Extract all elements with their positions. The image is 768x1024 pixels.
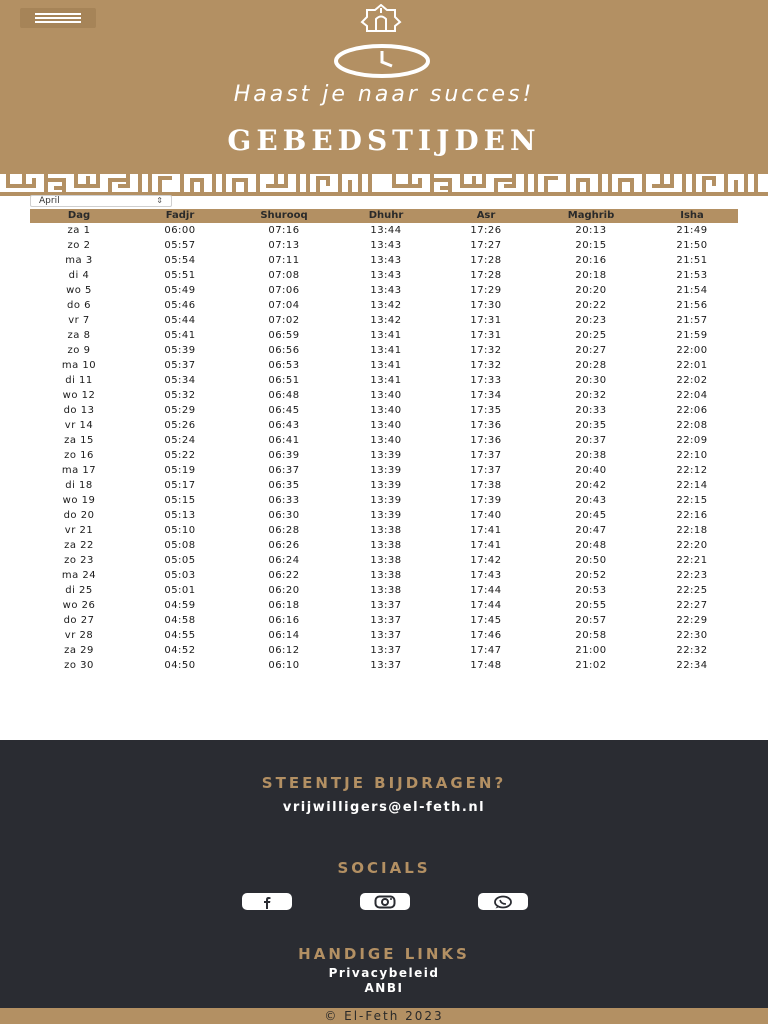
- table-row: [30, 418, 738, 433]
- table-row: [30, 433, 738, 448]
- cell-asr: 17:44: [470, 585, 502, 596]
- cell-shurooq: 06:37: [268, 465, 300, 476]
- cell-day: ma 3: [65, 255, 93, 266]
- cell-day: vr 28: [64, 630, 94, 641]
- cell-fadjr: 05:44: [164, 315, 196, 326]
- cell-dhuhr: 13:38: [370, 540, 402, 551]
- hamburger-menu-button[interactable]: [20, 8, 96, 28]
- cell-fadjr: 05:41: [164, 330, 196, 341]
- cell-maghrib: 20:55: [575, 600, 607, 611]
- cell-shurooq: 06:14: [268, 630, 300, 641]
- instagram-icon[interactable]: [360, 893, 410, 910]
- cell-asr: 17:28: [470, 270, 502, 281]
- cell-maghrib: 20:32: [575, 390, 607, 401]
- cell-maghrib: 20:20: [575, 285, 607, 296]
- month-select[interactable]: [30, 195, 172, 207]
- cell-asr: 17:45: [470, 615, 502, 626]
- cell-day: wo 26: [62, 600, 96, 611]
- cell-shurooq: 06:10: [268, 660, 300, 671]
- cell-maghrib: 20:42: [575, 480, 607, 491]
- cell-dhuhr: 13:38: [370, 525, 402, 536]
- cell-shurooq: 07:08: [268, 270, 300, 281]
- cell-isha: 22:29: [676, 615, 708, 626]
- cell-day: za 15: [64, 435, 94, 446]
- col-header-isha: Isha: [646, 209, 738, 223]
- col-header-asr: Asr: [436, 209, 536, 223]
- table-row: [30, 298, 738, 313]
- facebook-icon-glyph: [260, 895, 274, 909]
- cell-isha: 22:12: [676, 465, 708, 476]
- cell-day: do 20: [63, 510, 95, 521]
- cell-shurooq: 06:39: [268, 450, 300, 461]
- cell-asr: 17:28: [470, 255, 502, 266]
- cell-shurooq: 06:30: [268, 510, 300, 521]
- cell-fadjr: 05:24: [164, 435, 196, 446]
- cell-shurooq: 06:53: [268, 360, 300, 371]
- cell-fadjr: 05:22: [164, 450, 196, 461]
- cell-fadjr: 04:58: [164, 615, 196, 626]
- cell-maghrib: 20:38: [575, 450, 607, 461]
- cell-shurooq: 06:35: [268, 480, 300, 491]
- cell-maghrib: 20:52: [575, 570, 607, 581]
- cell-maghrib: 20:43: [575, 495, 607, 506]
- hamburger-icon-line: [35, 21, 81, 23]
- cell-shurooq: 06:18: [268, 600, 300, 611]
- cell-asr: 17:31: [470, 315, 502, 326]
- month-select-value: April: [39, 196, 60, 206]
- socials-heading: SOCIALS: [337, 859, 431, 877]
- cell-maghrib: 20:13: [575, 225, 607, 236]
- cell-shurooq: 06:33: [268, 495, 300, 506]
- cell-shurooq: 06:43: [268, 420, 300, 431]
- table-row: [30, 628, 738, 643]
- cell-asr: 17:37: [470, 465, 502, 476]
- cell-day: zo 9: [67, 345, 91, 356]
- cell-shurooq: 06:16: [268, 615, 300, 626]
- cell-isha: 22:30: [676, 630, 708, 641]
- cell-day: di 25: [65, 585, 93, 596]
- cell-isha: 22:27: [676, 600, 708, 611]
- table-row: [30, 448, 738, 463]
- cell-shurooq: 06:12: [268, 645, 300, 656]
- cell-day: vr 21: [64, 525, 94, 536]
- footer: [0, 740, 768, 1008]
- cell-isha: 21:49: [676, 225, 708, 236]
- cell-maghrib: 20:35: [575, 420, 607, 431]
- cell-asr: 17:40: [470, 510, 502, 521]
- cell-dhuhr: 13:40: [370, 435, 402, 446]
- cell-dhuhr: 13:43: [370, 240, 402, 251]
- cell-fadjr: 05:54: [164, 255, 196, 266]
- cell-fadjr: 04:55: [164, 630, 196, 641]
- anbi-link[interactable]: ANBI: [364, 981, 404, 995]
- cell-isha: 22:34: [676, 660, 708, 671]
- cell-isha: 22:04: [676, 390, 708, 401]
- table-row: [30, 343, 738, 358]
- cell-isha: 22:21: [676, 555, 708, 566]
- cell-dhuhr: 13:41: [370, 360, 402, 371]
- cell-dhuhr: 13:39: [370, 510, 402, 521]
- table-row: [30, 643, 738, 658]
- cell-maghrib: 20:27: [575, 345, 607, 356]
- cell-asr: 17:46: [470, 630, 502, 641]
- table-row: [30, 388, 738, 403]
- cell-day: zo 23: [64, 555, 94, 566]
- cell-asr: 17:30: [470, 300, 502, 311]
- cell-dhuhr: 13:37: [370, 645, 402, 656]
- useful-links-heading: HANDIGE LINKS: [298, 945, 470, 963]
- cell-day: zo 30: [64, 660, 94, 671]
- cell-shurooq: 06:59: [268, 330, 300, 341]
- cell-fadjr: 05:13: [164, 510, 196, 521]
- kufic-pattern-banner: [0, 170, 768, 196]
- cell-dhuhr: 13:39: [370, 495, 402, 506]
- cell-isha: 21:51: [676, 255, 708, 266]
- cell-dhuhr: 13:39: [370, 480, 402, 491]
- cell-asr: 17:27: [470, 240, 502, 251]
- cell-isha: 22:32: [676, 645, 708, 656]
- cell-shurooq: 06:41: [268, 435, 300, 446]
- cell-shurooq: 06:28: [268, 525, 300, 536]
- cell-day: do 27: [63, 615, 95, 626]
- cell-asr: 17:42: [470, 555, 502, 566]
- cell-isha: 22:20: [676, 540, 708, 551]
- cell-maghrib: 20:33: [575, 405, 607, 416]
- cell-isha: 22:14: [676, 480, 708, 491]
- cell-isha: 21:56: [676, 300, 708, 311]
- cell-day: do 13: [63, 405, 95, 416]
- cell-maghrib: 20:57: [575, 615, 607, 626]
- instagram-icon-glyph: [374, 895, 396, 909]
- cell-day: za 22: [64, 540, 94, 551]
- cell-fadjr: 05:46: [164, 300, 196, 311]
- cell-dhuhr: 13:38: [370, 570, 402, 581]
- cell-day: vr 7: [68, 315, 90, 326]
- cell-asr: 17:47: [470, 645, 502, 656]
- cell-fadjr: 05:37: [164, 360, 196, 371]
- cell-fadjr: 05:26: [164, 420, 196, 431]
- page-title: GEBEDSTIJDEN: [227, 124, 541, 157]
- cell-isha: 22:09: [676, 435, 708, 446]
- cell-day: za 1: [67, 225, 91, 236]
- cell-maghrib: 20:16: [575, 255, 607, 266]
- cell-maghrib: 20:45: [575, 510, 607, 521]
- table-body: [30, 223, 738, 673]
- cell-asr: 17:44: [470, 600, 502, 611]
- cell-dhuhr: 13:40: [370, 405, 402, 416]
- cell-day: wo 12: [62, 390, 96, 401]
- cell-isha: 21:50: [676, 240, 708, 251]
- cell-isha: 22:02: [676, 375, 708, 386]
- cell-maghrib: 20:22: [575, 300, 607, 311]
- cell-asr: 17:41: [470, 525, 502, 536]
- cell-shurooq: 07:06: [268, 285, 300, 296]
- chevron-updown-icon: ⇕: [156, 196, 163, 205]
- cell-dhuhr: 13:40: [370, 390, 402, 401]
- cell-maghrib: 20:50: [575, 555, 607, 566]
- cell-asr: 17:39: [470, 495, 502, 506]
- table-row: [30, 538, 738, 553]
- cell-shurooq: 06:48: [268, 390, 300, 401]
- cell-asr: 17:37: [470, 450, 502, 461]
- cell-shurooq: 06:20: [268, 585, 300, 596]
- cell-isha: 22:15: [676, 495, 708, 506]
- cell-fadjr: 05:39: [164, 345, 196, 356]
- cell-dhuhr: 13:42: [370, 300, 402, 311]
- table-row: [30, 223, 738, 238]
- cell-day: do 6: [66, 300, 91, 311]
- table-row: [30, 328, 738, 343]
- cell-fadjr: 05:32: [164, 390, 196, 401]
- cell-fadjr: 05:17: [164, 480, 196, 491]
- facebook-icon[interactable]: [242, 893, 292, 910]
- cell-maghrib: 20:58: [575, 630, 607, 641]
- cell-asr: 17:36: [470, 435, 502, 446]
- cell-isha: 22:10: [676, 450, 708, 461]
- col-header-shurooq: Shurooq: [232, 209, 336, 223]
- cell-fadjr: 06:00: [164, 225, 196, 236]
- copyright: © El-Feth 2023: [0, 1008, 768, 1024]
- cell-asr: 17:29: [470, 285, 502, 296]
- cell-dhuhr: 13:38: [370, 585, 402, 596]
- cell-maghrib: 20:47: [575, 525, 607, 536]
- cell-maghrib: 20:25: [575, 330, 607, 341]
- cell-dhuhr: 13:38: [370, 555, 402, 566]
- cell-fadjr: 05:49: [164, 285, 196, 296]
- cell-isha: 21:53: [676, 270, 708, 281]
- table-row: [30, 268, 738, 283]
- cell-day: zo 2: [67, 240, 91, 251]
- cell-isha: 22:06: [676, 405, 708, 416]
- cell-asr: 17:32: [470, 345, 502, 356]
- col-header-fadjr: Fadjr: [128, 209, 232, 223]
- cell-dhuhr: 13:39: [370, 450, 402, 461]
- cell-dhuhr: 13:44: [370, 225, 402, 236]
- cell-shurooq: 06:22: [268, 570, 300, 581]
- cell-maghrib: 21:02: [575, 660, 607, 671]
- contribute-heading: STEENTJE BIJDRAGEN?: [261, 774, 507, 792]
- cell-fadjr: 04:59: [164, 600, 196, 611]
- cell-dhuhr: 13:37: [370, 600, 402, 611]
- cell-dhuhr: 13:41: [370, 330, 402, 341]
- cell-fadjr: 05:57: [164, 240, 196, 251]
- cell-dhuhr: 13:43: [370, 285, 402, 296]
- cell-asr: 17:48: [470, 660, 502, 671]
- table-header-row: [30, 209, 738, 223]
- cell-maghrib: 20:48: [575, 540, 607, 551]
- table-row: [30, 358, 738, 373]
- cell-asr: 17:31: [470, 330, 502, 341]
- cell-shurooq: 07:13: [268, 240, 300, 251]
- cell-shurooq: 07:16: [268, 225, 300, 236]
- cell-asr: 17:43: [470, 570, 502, 581]
- cell-isha: 22:25: [676, 585, 708, 596]
- cell-fadjr: 05:03: [164, 570, 196, 581]
- table-row: [30, 508, 738, 523]
- cell-shurooq: 06:24: [268, 555, 300, 566]
- cell-maghrib: 20:23: [575, 315, 607, 326]
- cell-dhuhr: 13:37: [370, 660, 402, 671]
- cell-fadjr: 05:15: [164, 495, 196, 506]
- cell-maghrib: 20:53: [575, 585, 607, 596]
- whatsapp-icon-glyph: [492, 895, 514, 909]
- cell-fadjr: 05:01: [164, 585, 196, 596]
- cell-maghrib: 20:37: [575, 435, 607, 446]
- cell-asr: 17:41: [470, 540, 502, 551]
- cell-maghrib: 20:40: [575, 465, 607, 476]
- cell-maghrib: 20:18: [575, 270, 607, 281]
- cell-isha: 22:08: [676, 420, 708, 431]
- cell-day: di 18: [65, 480, 93, 491]
- hamburger-icon-line: [35, 17, 81, 19]
- table-row: [30, 478, 738, 493]
- cell-dhuhr: 13:41: [370, 345, 402, 356]
- cell-fadjr: 05:10: [164, 525, 196, 536]
- cell-day: vr 14: [64, 420, 94, 431]
- cell-day: wo 19: [62, 495, 96, 506]
- cell-shurooq: 07:11: [268, 255, 300, 266]
- table-row: [30, 658, 738, 673]
- cell-asr: 17:34: [470, 390, 502, 401]
- cell-day: wo 5: [66, 285, 92, 296]
- cell-asr: 17:26: [470, 225, 502, 236]
- cell-isha: 22:00: [676, 345, 708, 356]
- table-row: [30, 313, 738, 328]
- cell-asr: 17:33: [470, 375, 502, 386]
- cell-dhuhr: 13:43: [370, 255, 402, 266]
- table-row: [30, 283, 738, 298]
- cell-isha: 22:16: [676, 510, 708, 521]
- cell-fadjr: 05:05: [164, 555, 196, 566]
- col-header-dag: Dag: [30, 209, 128, 223]
- cell-fadjr: 05:29: [164, 405, 196, 416]
- cell-shurooq: 06:51: [268, 375, 300, 386]
- table-row: [30, 253, 738, 268]
- cell-day: di 11: [65, 375, 93, 386]
- cell-dhuhr: 13:42: [370, 315, 402, 326]
- cell-dhuhr: 13:39: [370, 465, 402, 476]
- cell-maghrib: 21:00: [575, 645, 607, 656]
- cell-day: ma 24: [61, 570, 97, 581]
- clock-icon: [334, 44, 430, 78]
- table-row: [30, 583, 738, 598]
- volunteer-email-link[interactable]: vrijwilligers@el-feth.nl: [282, 800, 486, 815]
- cell-dhuhr: 13:41: [370, 375, 402, 386]
- cell-isha: 21:59: [676, 330, 708, 341]
- table-row: [30, 493, 738, 508]
- cell-shurooq: 06:26: [268, 540, 300, 551]
- table-row: [30, 613, 738, 628]
- col-header-maghrib: Maghrib: [536, 209, 646, 223]
- cell-dhuhr: 13:43: [370, 270, 402, 281]
- cell-shurooq: 07:04: [268, 300, 300, 311]
- cell-maghrib: 20:30: [575, 375, 607, 386]
- cell-dhuhr: 13:37: [370, 630, 402, 641]
- table-row: [30, 373, 738, 388]
- header: [0, 0, 768, 196]
- cell-isha: 22:01: [676, 360, 708, 371]
- table-row: [30, 463, 738, 478]
- table-row: [30, 598, 738, 613]
- cell-maghrib: 20:28: [575, 360, 607, 371]
- cell-day: di 4: [68, 270, 90, 281]
- cell-day: za 29: [64, 645, 94, 656]
- cell-shurooq: 06:56: [268, 345, 300, 356]
- prayer-times-table: [30, 209, 738, 673]
- cell-fadjr: 04:52: [164, 645, 196, 656]
- col-header-dhuhr: Dhuhr: [336, 209, 436, 223]
- privacy-policy-link[interactable]: Privacybeleid: [328, 966, 440, 980]
- cell-isha: 21:57: [676, 315, 708, 326]
- whatsapp-icon[interactable]: [478, 893, 528, 910]
- tagline: Haast je naar succes!: [233, 82, 535, 107]
- social-icons: [0, 893, 768, 911]
- cell-fadjr: 05:51: [164, 270, 196, 281]
- cell-isha: 21:54: [676, 285, 708, 296]
- cell-day: ma 17: [61, 465, 97, 476]
- table-row: [30, 403, 738, 418]
- cell-isha: 22:18: [676, 525, 708, 536]
- cell-asr: 17:35: [470, 405, 502, 416]
- cell-asr: 17:38: [470, 480, 502, 491]
- cell-fadjr: 05:08: [164, 540, 196, 551]
- cell-shurooq: 06:45: [268, 405, 300, 416]
- cell-day: zo 16: [64, 450, 94, 461]
- cell-asr: 17:36: [470, 420, 502, 431]
- cell-fadjr: 05:34: [164, 375, 196, 386]
- table-row: [30, 238, 738, 253]
- cell-fadjr: 04:50: [164, 660, 196, 671]
- cell-day: ma 10: [61, 360, 97, 371]
- hamburger-icon-line: [35, 13, 81, 15]
- cell-shurooq: 07:02: [268, 315, 300, 326]
- cell-day: za 8: [67, 330, 91, 341]
- table-row: [30, 553, 738, 568]
- mosque-star-logo-icon[interactable]: [343, 4, 419, 32]
- table-row: [30, 523, 738, 538]
- table-row: [30, 568, 738, 583]
- cell-fadjr: 05:19: [164, 465, 196, 476]
- cell-dhuhr: 13:40: [370, 420, 402, 431]
- cell-dhuhr: 13:37: [370, 615, 402, 626]
- cell-isha: 22:23: [676, 570, 708, 581]
- cell-maghrib: 20:15: [575, 240, 607, 251]
- cell-asr: 17:32: [470, 360, 502, 371]
